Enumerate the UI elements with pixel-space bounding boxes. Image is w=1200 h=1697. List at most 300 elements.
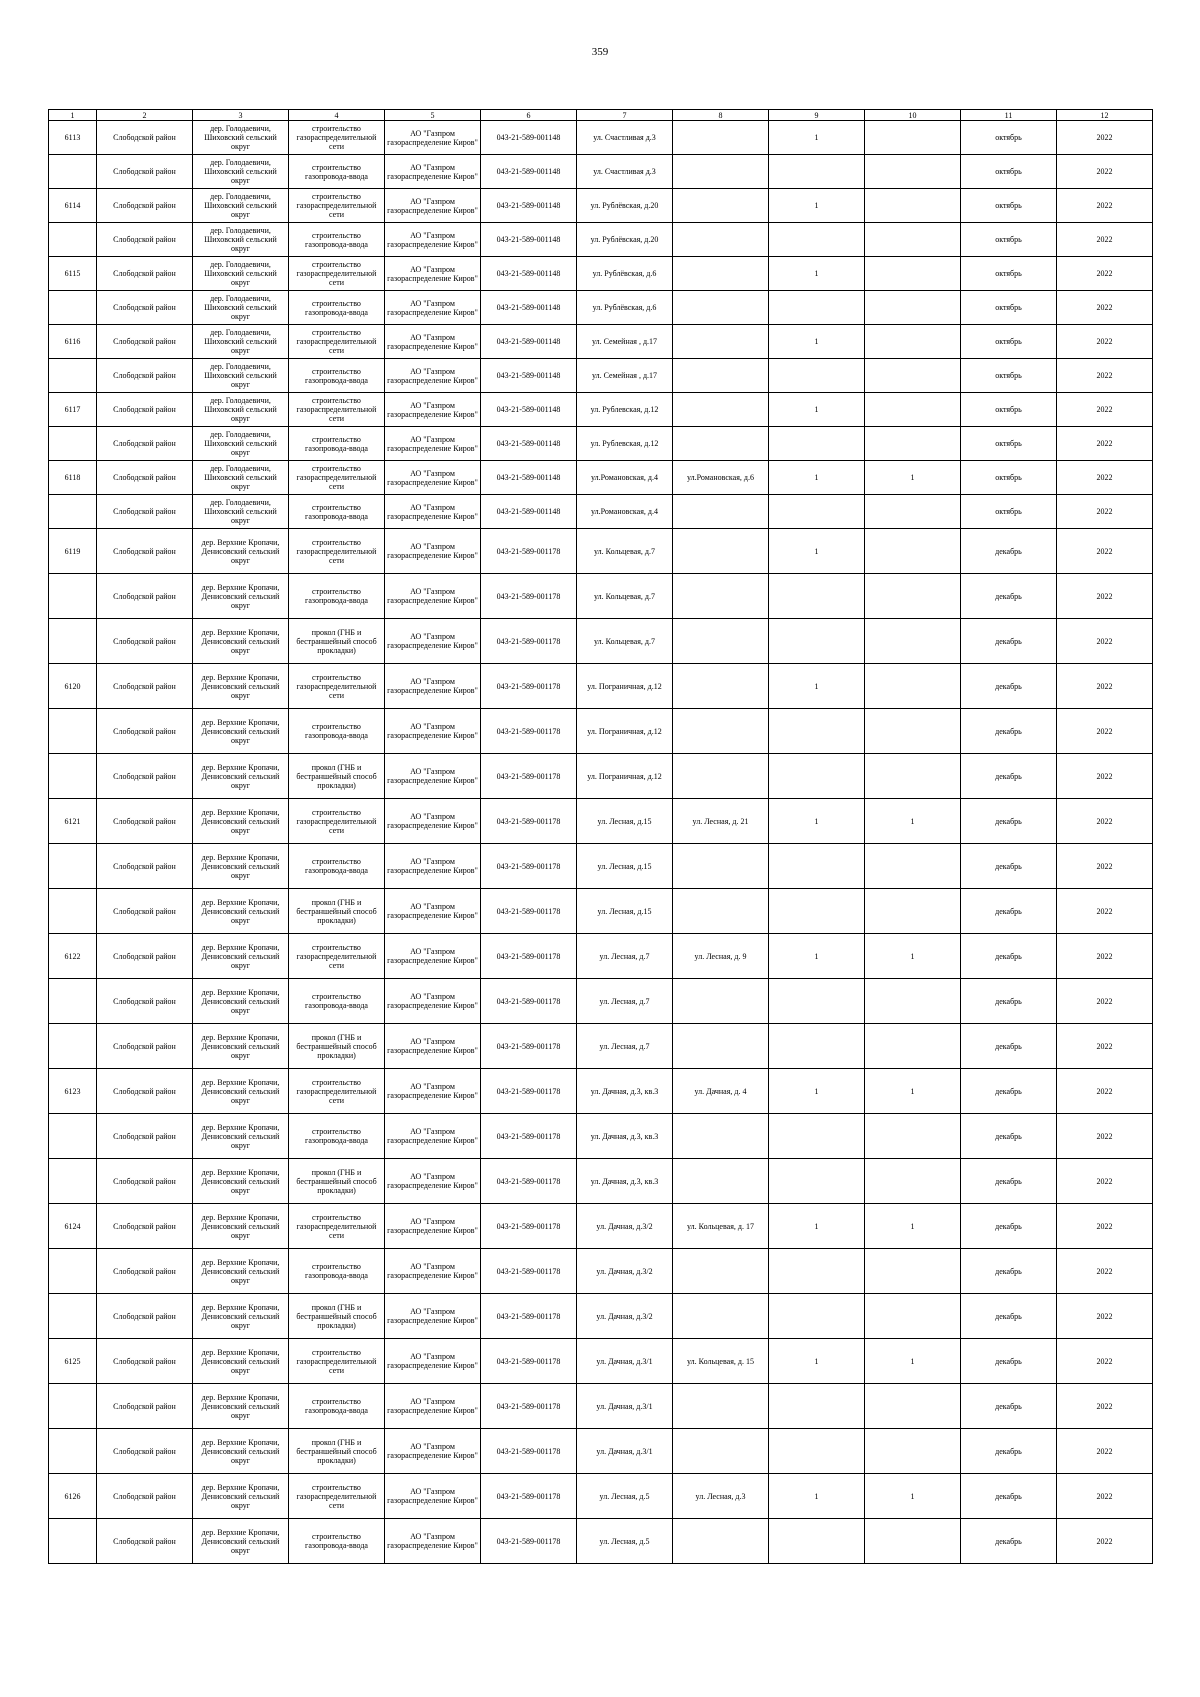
- year-cell: 2022: [1057, 709, 1153, 754]
- registry-code-cell: 043-21-589-001178: [481, 1249, 577, 1294]
- locality-cell: дер. Голодаевичи, Шиховский сельский округ: [193, 495, 289, 529]
- column-number: 12: [1057, 110, 1153, 121]
- district-cell: Слободской район: [97, 1294, 193, 1339]
- second-count-cell: [865, 619, 961, 664]
- work-type-cell: строительство газопровода-ввода: [289, 291, 385, 325]
- month-cell: декабрь: [961, 934, 1057, 979]
- row-number: 6126: [49, 1474, 97, 1519]
- year-cell: 2022: [1057, 1384, 1153, 1429]
- column-number: 11: [961, 110, 1057, 121]
- work-type-cell: прокол (ГНБ и бестраншейный способ прокладки): [289, 754, 385, 799]
- count-cell: [769, 1114, 865, 1159]
- second-count-cell: 1: [865, 1474, 961, 1519]
- month-cell: декабрь: [961, 1204, 1057, 1249]
- district-cell: Слободской район: [97, 155, 193, 189]
- second-count-cell: [865, 291, 961, 325]
- district-cell: Слободской район: [97, 257, 193, 291]
- count-cell: [769, 709, 865, 754]
- registry-code-cell: 043-21-589-001178: [481, 1294, 577, 1339]
- month-cell: декабрь: [961, 844, 1057, 889]
- month-cell: декабрь: [961, 1114, 1057, 1159]
- work-type-cell: строительство газораспределительной сети: [289, 325, 385, 359]
- second-count-cell: [865, 709, 961, 754]
- year-cell: 2022: [1057, 189, 1153, 223]
- district-cell: Слободской район: [97, 393, 193, 427]
- second-address-cell: [673, 664, 769, 709]
- count-cell: 1: [769, 1204, 865, 1249]
- organization-cell: АО "Газпром газораспределение Киров": [385, 121, 481, 155]
- year-cell: 2022: [1057, 529, 1153, 574]
- second-address-cell: [673, 1384, 769, 1429]
- district-cell: Слободской район: [97, 1204, 193, 1249]
- count-cell: 1: [769, 664, 865, 709]
- table-row: [49, 1024, 1153, 1069]
- organization-cell: АО "Газпром газораспределение Киров": [385, 189, 481, 223]
- year-cell: 2022: [1057, 1114, 1153, 1159]
- second-count-cell: 1: [865, 799, 961, 844]
- table-row: [49, 495, 1153, 529]
- year-cell: 2022: [1057, 844, 1153, 889]
- district-cell: Слободской район: [97, 1114, 193, 1159]
- locality-cell: дер. Верхние Кропачи, Денисовский сельский округ: [193, 1384, 289, 1429]
- row-number: 6114: [49, 189, 97, 223]
- second-address-cell: [673, 325, 769, 359]
- registry-code-cell: 043-21-589-001148: [481, 461, 577, 495]
- work-type-cell: строительство газораспределительной сети: [289, 393, 385, 427]
- count-cell: [769, 1519, 865, 1564]
- page-number: 359: [591, 46, 609, 58]
- registry-code-cell: 043-21-589-001178: [481, 1339, 577, 1384]
- address-cell: ул. Дачная, д.3/2: [577, 1249, 673, 1294]
- month-cell: октябрь: [961, 495, 1057, 529]
- month-cell: декабрь: [961, 1339, 1057, 1384]
- district-cell: Слободской район: [97, 574, 193, 619]
- district-cell: Слободской район: [97, 1384, 193, 1429]
- work-type-cell: строительство газораспределительной сети: [289, 934, 385, 979]
- organization-cell: АО "Газпром газораспределение Киров": [385, 1294, 481, 1339]
- locality-cell: дер. Верхние Кропачи, Денисовский сельский округ: [193, 889, 289, 934]
- work-type-cell: строительство газораспределительной сети: [289, 1069, 385, 1114]
- organization-cell: АО "Газпром газораспределение Киров": [385, 427, 481, 461]
- row-number: [49, 1429, 97, 1474]
- second-count-cell: [865, 155, 961, 189]
- locality-cell: дер. Верхние Кропачи, Денисовский сельский округ: [193, 1249, 289, 1294]
- work-type-cell: строительство газораспределительной сети: [289, 121, 385, 155]
- locality-cell: дер. Голодаевичи, Шиховский сельский округ: [193, 189, 289, 223]
- year-cell: 2022: [1057, 427, 1153, 461]
- locality-cell: дер. Верхние Кропачи, Денисовский сельский округ: [193, 979, 289, 1024]
- month-cell: октябрь: [961, 291, 1057, 325]
- year-cell: 2022: [1057, 979, 1153, 1024]
- work-type-cell: строительство газопровода-ввода: [289, 495, 385, 529]
- second-count-cell: [865, 1429, 961, 1474]
- organization-cell: АО "Газпром газораспределение Киров": [385, 799, 481, 844]
- table-row: [49, 1474, 1153, 1519]
- count-cell: [769, 619, 865, 664]
- table-row: [49, 1114, 1153, 1159]
- count-cell: 1: [769, 461, 865, 495]
- district-cell: Слободской район: [97, 664, 193, 709]
- second-address-cell: [673, 1429, 769, 1474]
- locality-cell: дер. Верхние Кропачи, Денисовский сельский округ: [193, 799, 289, 844]
- year-cell: 2022: [1057, 934, 1153, 979]
- organization-cell: АО "Газпром газораспределение Киров": [385, 1339, 481, 1384]
- address-cell: ул. Лесная, д.7: [577, 979, 673, 1024]
- year-cell: 2022: [1057, 461, 1153, 495]
- row-number: 6119: [49, 529, 97, 574]
- row-number: [49, 754, 97, 799]
- registry-code-cell: 043-21-589-001178: [481, 709, 577, 754]
- second-count-cell: [865, 1519, 961, 1564]
- district-cell: Слободской район: [97, 1069, 193, 1114]
- registry-code-cell: 043-21-589-001148: [481, 189, 577, 223]
- address-cell: ул. Дачная, д.3, кв.3: [577, 1069, 673, 1114]
- work-type-cell: строительство газораспределительной сети: [289, 461, 385, 495]
- row-number: 6122: [49, 934, 97, 979]
- locality-cell: дер. Голодаевичи, Шиховский сельский округ: [193, 223, 289, 257]
- second-count-cell: [865, 889, 961, 934]
- second-address-cell: [673, 495, 769, 529]
- second-address-cell: [673, 291, 769, 325]
- address-cell: ул. Дачная, д.3/1: [577, 1339, 673, 1384]
- count-cell: 1: [769, 1339, 865, 1384]
- second-address-cell: [673, 1249, 769, 1294]
- address-cell: ул. Семейная , д.17: [577, 359, 673, 393]
- count-cell: 1: [769, 934, 865, 979]
- organization-cell: АО "Газпром газораспределение Киров": [385, 664, 481, 709]
- second-address-cell: ул. Дачная, д. 4: [673, 1069, 769, 1114]
- row-number: 6125: [49, 1339, 97, 1384]
- count-cell: [769, 1384, 865, 1429]
- year-cell: 2022: [1057, 889, 1153, 934]
- second-address-cell: [673, 257, 769, 291]
- count-cell: [769, 1294, 865, 1339]
- work-type-cell: строительство газораспределительной сети: [289, 664, 385, 709]
- district-cell: Слободской район: [97, 223, 193, 257]
- registry-code-cell: 043-21-589-001178: [481, 1159, 577, 1204]
- address-cell: ул. Лесная, д.15: [577, 844, 673, 889]
- registry-code-cell: 043-21-589-001148: [481, 393, 577, 427]
- row-number: [49, 495, 97, 529]
- count-cell: [769, 1024, 865, 1069]
- second-count-cell: [865, 1024, 961, 1069]
- second-address-cell: [673, 121, 769, 155]
- address-cell: ул. Лесная, д.15: [577, 799, 673, 844]
- district-cell: Слободской район: [97, 1159, 193, 1204]
- second-count-cell: [865, 359, 961, 393]
- registry-code-cell: 043-21-589-001148: [481, 495, 577, 529]
- second-count-cell: [865, 844, 961, 889]
- district-cell: Слободской район: [97, 844, 193, 889]
- work-type-cell: строительство газораспределительной сети: [289, 189, 385, 223]
- address-cell: ул. Лесная, д.5: [577, 1474, 673, 1519]
- registry-code-cell: 043-21-589-001148: [481, 257, 577, 291]
- table-row: [49, 189, 1153, 223]
- column-number: 8: [673, 110, 769, 121]
- register-body: [49, 110, 1153, 1564]
- second-count-cell: [865, 1114, 961, 1159]
- second-count-cell: [865, 121, 961, 155]
- locality-cell: дер. Верхние Кропачи, Денисовский сельский округ: [193, 619, 289, 664]
- row-number: [49, 979, 97, 1024]
- district-cell: Слободской район: [97, 1249, 193, 1294]
- second-count-cell: [865, 257, 961, 291]
- address-cell: ул. Дачная, д.3, кв.3: [577, 1159, 673, 1204]
- count-cell: 1: [769, 393, 865, 427]
- month-cell: октябрь: [961, 325, 1057, 359]
- address-cell: ул. Дачная, д.3/1: [577, 1384, 673, 1429]
- year-cell: 2022: [1057, 257, 1153, 291]
- table-row: [49, 359, 1153, 393]
- locality-cell: дер. Верхние Кропачи, Денисовский сельский округ: [193, 664, 289, 709]
- work-type-cell: прокол (ГНБ и бестраншейный способ прокладки): [289, 1024, 385, 1069]
- address-cell: ул. Рублёвская, д.20: [577, 223, 673, 257]
- table-row: [49, 754, 1153, 799]
- count-cell: [769, 574, 865, 619]
- row-number: [49, 155, 97, 189]
- count-cell: 1: [769, 1474, 865, 1519]
- organization-cell: АО "Газпром газораспределение Киров": [385, 1429, 481, 1474]
- row-number: 6115: [49, 257, 97, 291]
- second-address-cell: [673, 844, 769, 889]
- second-address-cell: [673, 1024, 769, 1069]
- district-cell: Слободской район: [97, 291, 193, 325]
- locality-cell: дер. Верхние Кропачи, Денисовский сельский округ: [193, 574, 289, 619]
- address-cell: ул. Рублевская, д.12: [577, 427, 673, 461]
- work-type-cell: строительство газопровода-ввода: [289, 359, 385, 393]
- count-cell: 1: [769, 1069, 865, 1114]
- row-number: 6120: [49, 664, 97, 709]
- registry-code-cell: 043-21-589-001148: [481, 427, 577, 461]
- address-cell: ул. Дачная, д.3/2: [577, 1294, 673, 1339]
- district-cell: Слободской район: [97, 754, 193, 799]
- year-cell: 2022: [1057, 359, 1153, 393]
- address-cell: ул. Кольцевая, д.7: [577, 619, 673, 664]
- year-cell: 2022: [1057, 155, 1153, 189]
- column-number: 2: [97, 110, 193, 121]
- district-cell: Слободской район: [97, 325, 193, 359]
- month-cell: декабрь: [961, 1474, 1057, 1519]
- month-cell: октябрь: [961, 223, 1057, 257]
- work-type-cell: строительство газораспределительной сети: [289, 529, 385, 574]
- column-number: 5: [385, 110, 481, 121]
- second-address-cell: [673, 754, 769, 799]
- second-count-cell: 1: [865, 1204, 961, 1249]
- column-number: 6: [481, 110, 577, 121]
- locality-cell: дер. Верхние Кропачи, Денисовский сельский округ: [193, 754, 289, 799]
- organization-cell: АО "Газпром газораспределение Киров": [385, 325, 481, 359]
- district-cell: Слободской район: [97, 1429, 193, 1474]
- row-number: [49, 427, 97, 461]
- organization-cell: АО "Газпром газораспределение Киров": [385, 529, 481, 574]
- work-type-cell: строительство газораспределительной сети: [289, 257, 385, 291]
- address-cell: ул. Дачная, д.3/1: [577, 1429, 673, 1474]
- second-count-cell: [865, 529, 961, 574]
- work-type-cell: строительство газораспределительной сети: [289, 799, 385, 844]
- row-number: 6121: [49, 799, 97, 844]
- organization-cell: АО "Газпром газораспределение Киров": [385, 1159, 481, 1204]
- month-cell: декабрь: [961, 1519, 1057, 1564]
- row-number: [49, 1294, 97, 1339]
- count-cell: 1: [769, 121, 865, 155]
- work-type-cell: строительство газопровода-ввода: [289, 1384, 385, 1429]
- row-number: [49, 619, 97, 664]
- work-type-cell: строительство газопровода-ввода: [289, 844, 385, 889]
- organization-cell: АО "Газпром газораспределение Киров": [385, 889, 481, 934]
- second-count-cell: [865, 223, 961, 257]
- year-cell: 2022: [1057, 1429, 1153, 1474]
- year-cell: 2022: [1057, 1294, 1153, 1339]
- address-cell: ул. Счастливая д.3: [577, 155, 673, 189]
- organization-cell: АО "Газпром газораспределение Киров": [385, 754, 481, 799]
- month-cell: декабрь: [961, 709, 1057, 754]
- district-cell: Слободской район: [97, 189, 193, 223]
- locality-cell: дер. Верхние Кропачи, Денисовский сельский округ: [193, 844, 289, 889]
- organization-cell: АО "Газпром газораспределение Киров": [385, 1474, 481, 1519]
- locality-cell: дер. Голодаевичи, Шиховский сельский округ: [193, 427, 289, 461]
- second-address-cell: [673, 155, 769, 189]
- second-address-cell: [673, 189, 769, 223]
- registry-code-cell: 043-21-589-001148: [481, 121, 577, 155]
- month-cell: декабрь: [961, 1384, 1057, 1429]
- district-cell: Слободской район: [97, 495, 193, 529]
- row-number: [49, 1114, 97, 1159]
- address-cell: ул. Семейная , д.17: [577, 325, 673, 359]
- district-cell: Слободской район: [97, 1519, 193, 1564]
- second-address-cell: ул. Кольцевая, д. 15: [673, 1339, 769, 1384]
- organization-cell: АО "Газпром газораспределение Киров": [385, 709, 481, 754]
- second-address-cell: [673, 709, 769, 754]
- year-cell: 2022: [1057, 1339, 1153, 1384]
- registry-code-cell: 043-21-589-001178: [481, 979, 577, 1024]
- locality-cell: дер. Верхние Кропачи, Денисовский сельский округ: [193, 1114, 289, 1159]
- address-cell: ул. Пограничная, д.12: [577, 709, 673, 754]
- address-cell: ул. Лесная, д.15: [577, 889, 673, 934]
- year-cell: 2022: [1057, 291, 1153, 325]
- month-cell: декабрь: [961, 754, 1057, 799]
- column-number: 4: [289, 110, 385, 121]
- table-row: [49, 799, 1153, 844]
- month-cell: декабрь: [961, 574, 1057, 619]
- district-cell: Слободской район: [97, 934, 193, 979]
- second-count-cell: 1: [865, 461, 961, 495]
- table-row: [49, 844, 1153, 889]
- second-count-cell: [865, 189, 961, 223]
- row-number: [49, 1249, 97, 1294]
- organization-cell: АО "Газпром газораспределение Киров": [385, 574, 481, 619]
- work-type-cell: строительство газопровода-ввода: [289, 1519, 385, 1564]
- second-address-cell: [673, 1519, 769, 1564]
- organization-cell: АО "Газпром газораспределение Киров": [385, 1024, 481, 1069]
- work-type-cell: строительство газопровода-ввода: [289, 1114, 385, 1159]
- registry-code-cell: 043-21-589-001178: [481, 1519, 577, 1564]
- locality-cell: дер. Голодаевичи, Шиховский сельский округ: [193, 257, 289, 291]
- second-address-cell: ул.Романовская, д.6: [673, 461, 769, 495]
- organization-cell: АО "Газпром газораспределение Киров": [385, 619, 481, 664]
- column-number: 10: [865, 110, 961, 121]
- locality-cell: дер. Верхние Кропачи, Денисовский сельский округ: [193, 1204, 289, 1249]
- count-cell: 1: [769, 799, 865, 844]
- address-cell: ул. Дачная, д.3/2: [577, 1204, 673, 1249]
- column-number: 9: [769, 110, 865, 121]
- address-cell: ул. Лесная, д.7: [577, 1024, 673, 1069]
- registry-code-cell: 043-21-589-001148: [481, 325, 577, 359]
- district-cell: Слободской район: [97, 979, 193, 1024]
- row-number: [49, 844, 97, 889]
- table-row: [49, 574, 1153, 619]
- count-cell: [769, 155, 865, 189]
- month-cell: декабрь: [961, 979, 1057, 1024]
- count-cell: [769, 223, 865, 257]
- second-count-cell: [865, 1384, 961, 1429]
- table-row: [49, 889, 1153, 934]
- year-cell: 2022: [1057, 495, 1153, 529]
- column-number: 7: [577, 110, 673, 121]
- second-address-cell: [673, 619, 769, 664]
- row-number: [49, 1519, 97, 1564]
- row-number: [49, 1384, 97, 1429]
- row-number: 6113: [49, 121, 97, 155]
- locality-cell: дер. Голодаевичи, Шиховский сельский округ: [193, 325, 289, 359]
- address-cell: ул. Лесная, д.5: [577, 1519, 673, 1564]
- count-cell: [769, 844, 865, 889]
- count-cell: 1: [769, 189, 865, 223]
- locality-cell: дер. Голодаевичи, Шиховский сельский округ: [193, 359, 289, 393]
- table-row: [49, 393, 1153, 427]
- month-cell: декабрь: [961, 664, 1057, 709]
- second-address-cell: [673, 1114, 769, 1159]
- month-cell: декабрь: [961, 1024, 1057, 1069]
- address-cell: ул. Рублёвская, д.20: [577, 189, 673, 223]
- registry-code-cell: 043-21-589-001178: [481, 1474, 577, 1519]
- registry-code-cell: 043-21-589-001148: [481, 155, 577, 189]
- address-cell: ул. Рублевская, д.12: [577, 393, 673, 427]
- locality-cell: дер. Голодаевичи, Шиховский сельский округ: [193, 291, 289, 325]
- second-count-cell: 1: [865, 1069, 961, 1114]
- organization-cell: АО "Газпром газораспределение Киров": [385, 393, 481, 427]
- row-number: [49, 574, 97, 619]
- second-address-cell: [673, 223, 769, 257]
- row-number: [49, 359, 97, 393]
- registry-code-cell: 043-21-589-001178: [481, 529, 577, 574]
- table-row: [49, 619, 1153, 664]
- registry-code-cell: 043-21-589-001178: [481, 934, 577, 979]
- registry-code-cell: 043-21-589-001148: [481, 223, 577, 257]
- registry-code-cell: 043-21-589-001178: [481, 1114, 577, 1159]
- count-cell: 1: [769, 325, 865, 359]
- address-cell: ул. Рублёвская, д.6: [577, 257, 673, 291]
- locality-cell: дер. Верхние Кропачи, Денисовский сельский округ: [193, 1519, 289, 1564]
- address-cell: ул. Пограничная, д.12: [577, 754, 673, 799]
- work-type-cell: прокол (ГНБ и бестраншейный способ прокладки): [289, 1429, 385, 1474]
- second-count-cell: 1: [865, 1339, 961, 1384]
- district-cell: Слободской район: [97, 427, 193, 461]
- row-number: 6117: [49, 393, 97, 427]
- month-cell: декабрь: [961, 1159, 1057, 1204]
- work-type-cell: строительство газопровода-ввода: [289, 223, 385, 257]
- row-number: 6118: [49, 461, 97, 495]
- registry-code-cell: 043-21-589-001148: [481, 359, 577, 393]
- organization-cell: АО "Газпром газораспределение Киров": [385, 844, 481, 889]
- month-cell: октябрь: [961, 393, 1057, 427]
- registry-code-cell: 043-21-589-001178: [481, 844, 577, 889]
- month-cell: декабрь: [961, 1294, 1057, 1339]
- address-cell: ул. Лесная, д.7: [577, 934, 673, 979]
- registry-code-cell: 043-21-589-001178: [481, 1429, 577, 1474]
- organization-cell: АО "Газпром газораспределение Киров": [385, 495, 481, 529]
- month-cell: октябрь: [961, 189, 1057, 223]
- table-row: [49, 1339, 1153, 1384]
